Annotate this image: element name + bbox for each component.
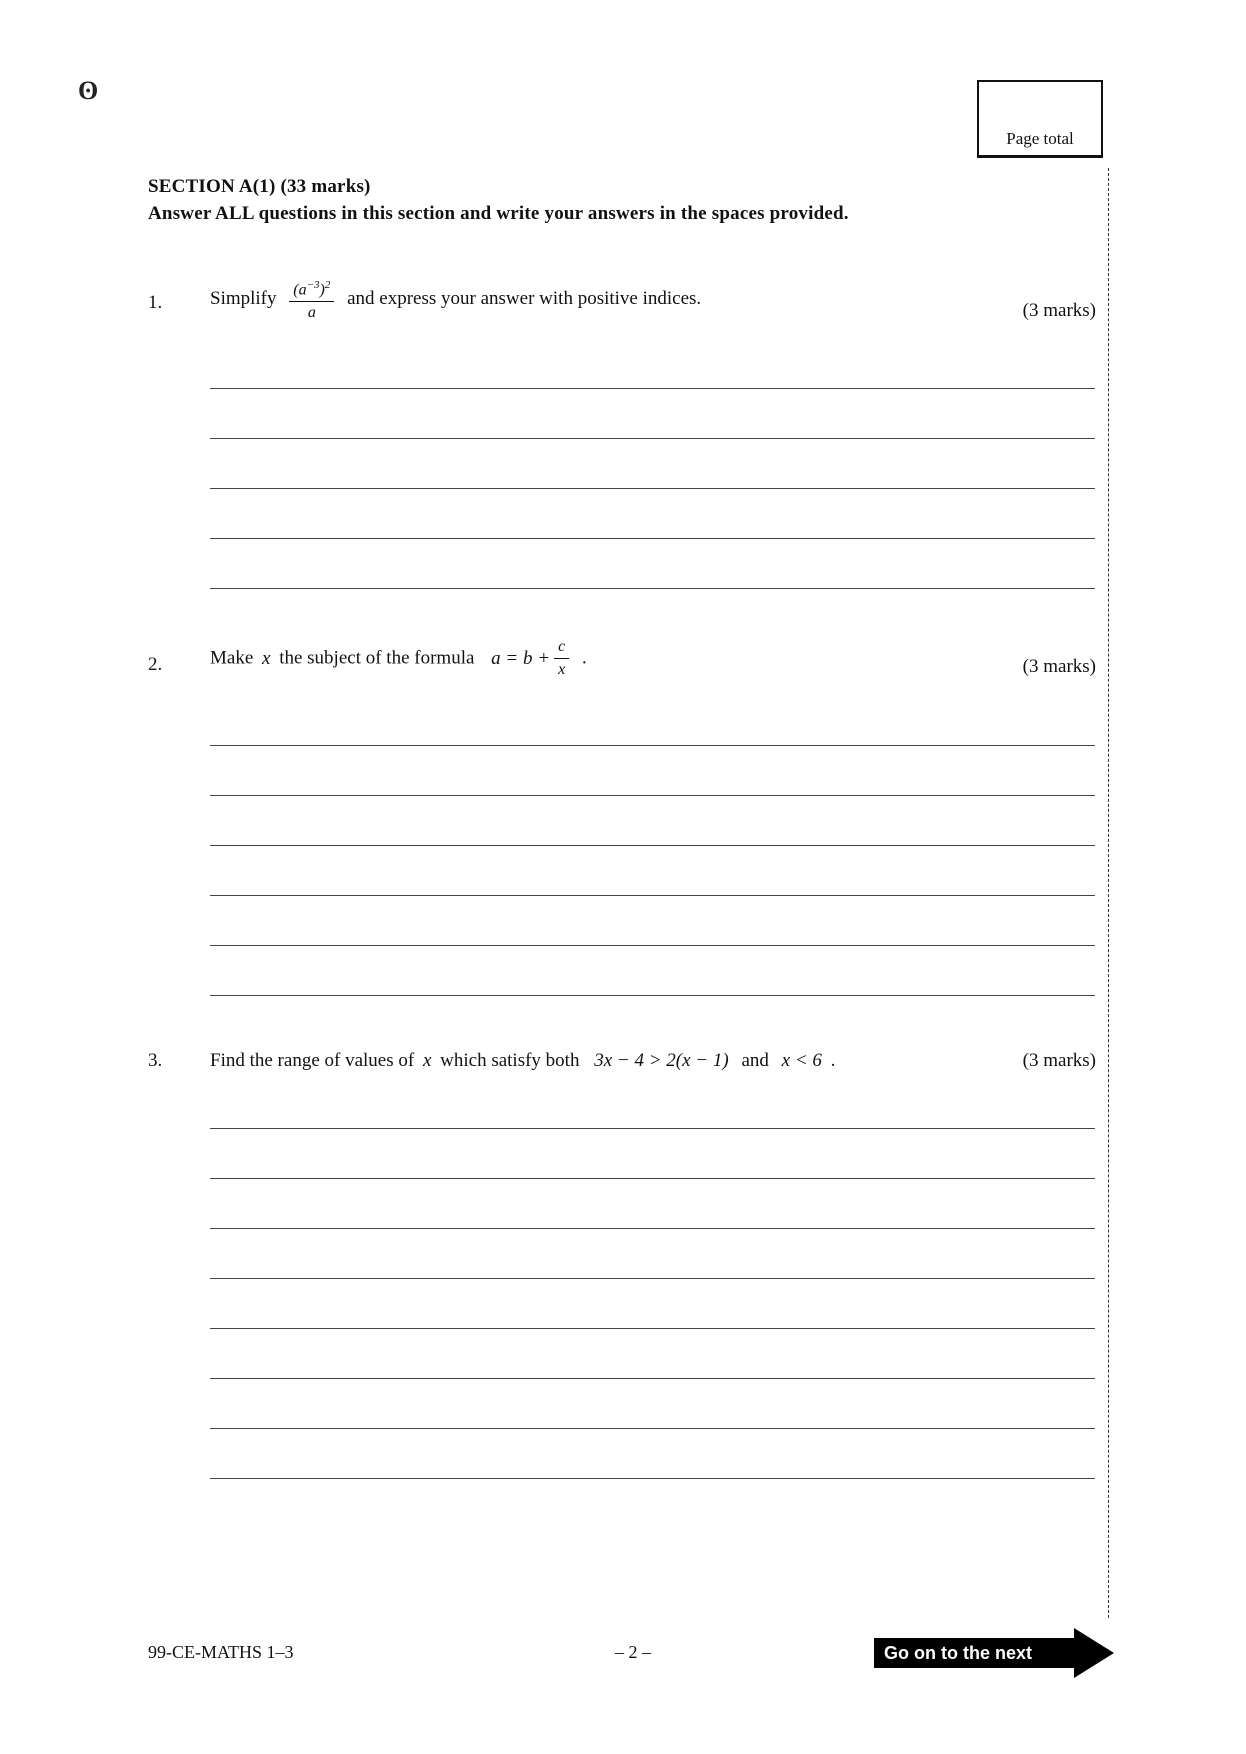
question-1-number: 1. [148,292,163,313]
section-instruction: Answer ALL questions in this section and write your answers in the spaces provided. [148,203,849,224]
question-3-text [210,1050,835,1072]
page-total-label: Page total [1006,129,1074,148]
next-page-label: Go on to the next page [874,1638,1074,1668]
question-2-marks: (3 marks) [1022,656,1096,677]
question-1-lead: Simplify [210,288,277,310]
answer-line[interactable] [210,388,1095,389]
answer-line[interactable] [210,588,1095,589]
question-3-marks: (3 marks) [1022,1050,1096,1071]
question-3-variable: x [422,1050,432,1071]
question-3-inequality-1: 3x − 4 > 2(x − 1) [594,1050,729,1071]
question-1-fraction-denominator: a [307,304,316,322]
question-2-formula: a = b + [491,647,551,669]
question-2-fraction-denominator: x [558,661,566,678]
answer-line[interactable] [210,945,1095,946]
margin-line [1108,168,1109,1618]
question-2-number: 2. [148,654,163,675]
answer-line[interactable] [210,1478,1095,1479]
answer-line[interactable] [210,1128,1095,1129]
answer-line[interactable] [210,1378,1095,1379]
answer-line[interactable] [210,745,1095,746]
page-number: – 2 – [615,1642,651,1662]
question-3-inequality-2: x < 6 [781,1050,822,1071]
question-2-tail: . [581,647,587,669]
paper-code: 99-CE-MATHS 1–3 [148,1642,294,1662]
question-3-conjunction: and [741,1050,769,1071]
arrow-right-icon [1074,1628,1114,1678]
next-page-banner [874,1628,1114,1693]
question-2-lead: Make [210,647,254,669]
answer-line[interactable] [210,995,1095,996]
page-total-box [977,80,1103,158]
question-2-fraction-numerator: c [554,636,569,659]
question-3-lead: Find the range of values of [210,1050,415,1071]
answer-line[interactable] [210,488,1095,489]
question-3-middle: which satisfy both [440,1050,580,1071]
question-1-text [210,274,701,324]
answer-line[interactable] [210,1278,1095,1279]
question-1-fraction-numerator: $(a^{-3})^2$ [289,274,334,302]
answer-line[interactable] [210,895,1095,896]
answer-line[interactable] [210,538,1095,539]
corner-scan-mark: ʘ [78,76,99,105]
answer-line[interactable] [210,845,1095,846]
question-3-number: 3. [148,1050,163,1071]
question-3-tail: . [830,1050,836,1071]
answer-line[interactable] [210,795,1095,796]
answer-line[interactable] [210,1428,1095,1429]
question-1-marks: (3 marks) [1022,300,1096,321]
question-1-fraction [289,274,334,324]
section-title: SECTION A(1) (33 marks) [148,176,371,197]
answer-line[interactable] [210,1228,1095,1229]
answer-line[interactable] [210,1178,1095,1179]
question-1-tail: and express your answer with positive indices. [347,288,702,310]
question-2-fraction [554,636,569,681]
question-2-text [210,636,587,681]
answer-line[interactable] [210,1328,1095,1329]
question-2-middle: the subject of the formula [279,647,475,669]
answer-line[interactable] [210,438,1095,439]
question-2-variable: x [262,647,271,669]
